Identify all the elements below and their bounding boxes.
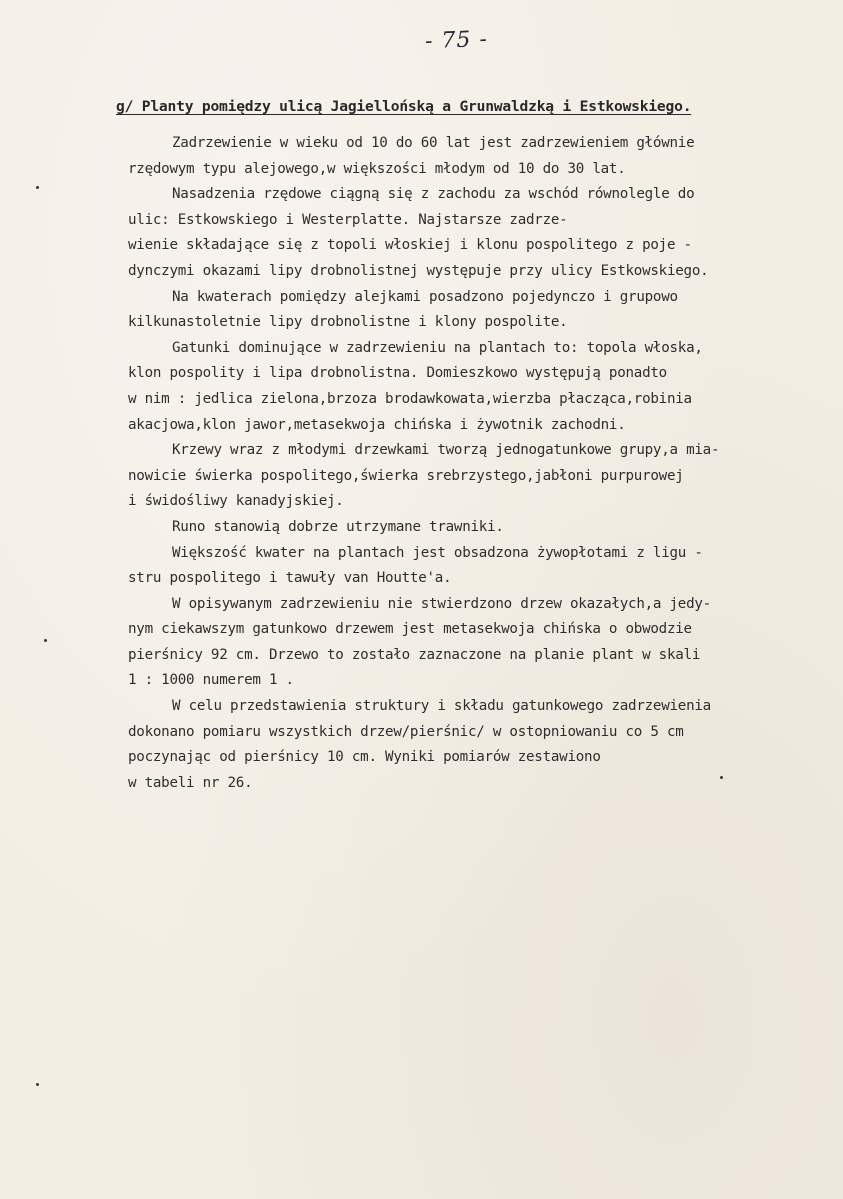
text-line: W opisywanym zadrzewieniu nie stwierdzono drzew okazałych,a jedy-	[172, 595, 711, 612]
text-line: w tabeli nr 26.	[128, 774, 253, 791]
text-line: akacjowa,klon jawor,metasekwoja chińska i żywotnik zachodni.	[128, 416, 626, 433]
text-line: Runo stanowią dobrze utrzymane trawniki.	[172, 518, 504, 535]
text-line: dynczymi okazami lipy drobnolistnej występuje przy ulicy Estkowskiego.	[128, 262, 709, 279]
text-line: Zadrzewienie w wieku od 10 do 60 lat jest zadrzewieniem głównie	[172, 135, 695, 151]
text-line: ulic: Estkowskiego i Westerplatte. Najstarsze zadrze-	[128, 211, 568, 228]
text-line: pierśnicy 92 cm. Drzewo to zostało zaznaczone na planie plant w skali	[128, 646, 701, 663]
text-line: Krzewy wraz z młodymi drzewkami tworzą jednogatunkowe grupy,a mia-	[172, 442, 720, 459]
body-text	[128, 131, 834, 796]
text-line: rzędowym typu alejowego,w większości młodym od 10 do 30 lat.	[128, 160, 626, 177]
text-line: w nim : jedlica zielona,brzoza brodawkowata,wierzba płacząca,robinia	[128, 390, 692, 407]
text-line: kilkunastoletnie lipy drobnolistne i klony pospolite.	[128, 314, 568, 331]
text-line: 1 : 1000 numerem 1 .	[128, 672, 294, 689]
text-line: wienie składające się z topoli włoskiej i klonu pospolitego z poje -	[128, 237, 692, 254]
text-line: stru pospolitego i tawuły van Houtte'a.	[128, 570, 452, 587]
text-line: dokonano pomiaru wszystkich drzew/pierśnic/ w ostopniowaniu co 5 cm	[128, 723, 684, 740]
text-line: nowicie świerka pospolitego,świerka srebrzystego,jabłoni purpurowej	[128, 467, 684, 484]
page-number: - 75 -	[424, 26, 489, 55]
section-heading: g/ Planty pomiędzy ulicą Jagiellońską a Grunwaldzką i Estkowskiego.	[116, 98, 692, 115]
text-line: nym ciekawszym gatunkowo drzewem jest metasekwoja chińska o obwodzie	[128, 621, 692, 638]
margin-mark	[720, 776, 723, 779]
text-line: Większość kwater na plantach jest obsadzona żywopłotami z ligu -	[172, 544, 703, 561]
margin-mark	[36, 186, 39, 189]
text-line: Gatunki dominujące w zadrzewieniu na plantach to: topola włoska,	[172, 339, 703, 356]
margin-mark	[44, 639, 47, 642]
text-line: Nasadzenia rzędowe ciągną się z zachodu za wschód równolegle do	[172, 186, 695, 203]
text-line: i świdośliwy kanadyjskiej.	[128, 493, 344, 510]
text-line: Na kwaterach pomiędzy alejkami posadzono pojedynczo i grupowo	[172, 288, 678, 305]
text-line: W celu przedstawienia struktury i składu gatunkowego zadrzewienia	[172, 698, 711, 715]
text-line: klon pospolity i lipa drobnolistna. Domieszkowo występują ponadto	[128, 365, 667, 382]
text-line: poczynając od pierśnicy 10 cm. Wyniki pomiarów zestawiono	[128, 749, 601, 766]
margin-mark	[36, 1083, 39, 1086]
